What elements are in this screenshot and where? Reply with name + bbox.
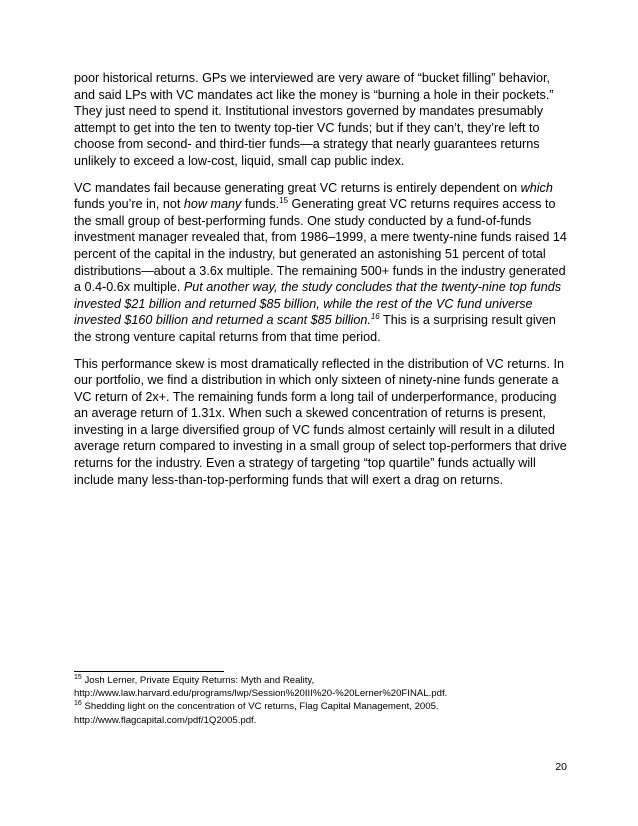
footnote-text: Shedding light on the concentration of VC returns, Flag Capital Management, 2005. [84,701,439,713]
footnote-text: Josh Lerner, Private Equity Returns: Myth and Reality, [84,675,315,686]
footnote-marker: 16 [74,700,82,708]
text-run: VC mandates fail because generating great VC returns is entirely dependent on [74,180,521,195]
footnote-marker: 15 [74,673,82,681]
footnote-line [74,700,568,713]
text-run: funds. [241,197,280,212]
footnote-reference: 16 [370,312,380,322]
footnote-reference: 15 [279,195,289,205]
body-text [74,70,568,498]
footnote-separator [74,671,224,672]
footnote-16 [74,700,568,726]
italic-text: which [520,180,553,195]
footnote-line [74,674,568,687]
page-number: 20 [555,761,567,773]
text-run: poor historical returns. GPs we interviewed are very aware of “bucket filling” behavior, and said LPs with VC mandates act like the money is “burning a hole in their pockets.” They just need to spend it. Institutional investors governed by mandates presumably attempt to get into the ten to twenty top-tier VC funds; but if they can’t, they’re left to choose from second- and third-tier funds—a strategy that nearly guarantees returns unlikely to exceed a low-cost, liquid, small cap public index. [74,71,554,168]
paragraph [74,180,568,346]
text-run: This performance skew is most dramatically reflected in the distribution of VC returns. In our portfolio, we find a distribution in which only sixteen of ninety-nine funds generate a VC return of 2x+. The remaining funds form a long tail of underperformance, producing an average return of 1.31x. When such a skewed concentration of returns is present, investing in a large diversified group of VC funds almost certainly will result in a diluted average return compared to investing in a small group of select top-performers that drive returns for the industry. Even a strategy of targeting “top quartile” funds actually will include many less-than-top-performing funds that will exert a drag on returns. [74,356,567,487]
text-run: funds you’re in, not [74,197,184,212]
paragraph [74,70,568,170]
paragraph [74,356,568,489]
footnotes [74,674,568,727]
italic-text: how many [183,197,242,212]
text-run: Generating great VC returns requires access to the small group of best-performing funds. One study conducted by a fund-of-funds investment manager revealed that, from 1986–1999, a mere twenty-nine funds raised 14 percent of the capital in the industry, but generated an astonishing 51 percent of total distributions—about a 3.6x multiple. The remaining 500+ funds in the industry generated a 0.4-0.6x multiple. [74,197,567,295]
footnote-url[interactable]: http://www.flagcapital.com/pdf/1Q2005.pdf. [74,714,257,726]
footnote-15 [74,674,568,700]
italic-text: Put another way, the study concludes that the twenty-nine top funds invested $21 billion and returned $85 billion, while the rest of the VC fund universe invested $160 billion and returned a scant $85 billion. [74,280,562,328]
text-run: This is a surprising result given the strong venture capital returns from that time period. [74,313,556,344]
footnote-url[interactable]: http://www.law.harvard.edu/programs/lwp/Session%20III%20-%20Lerner%20FINAL.pdf. [74,688,448,700]
